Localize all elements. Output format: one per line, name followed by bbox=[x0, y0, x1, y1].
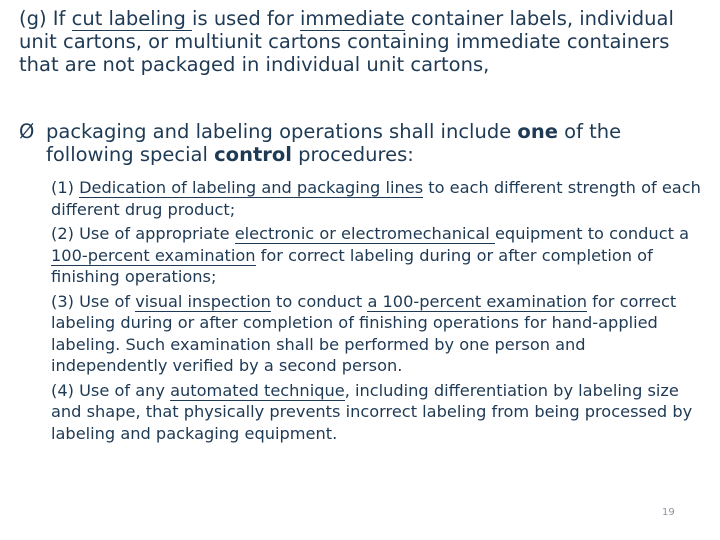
item-text: (1) bbox=[51, 178, 80, 197]
page-number: 19 bbox=[662, 507, 675, 518]
item-text: equipment to conduct a bbox=[494, 224, 690, 243]
bullet-bold-control: control bbox=[214, 143, 292, 166]
procedure-item-1 bbox=[51, 177, 701, 220]
bullet-text-1: packaging and labeling operations shall include bbox=[46, 120, 518, 143]
procedure-item-3 bbox=[51, 291, 701, 377]
item-text: for correct labeling during or after completion of finishing operations for hand-applied labeling. Such examination shall be performed by one person and independently verified by a second person. bbox=[51, 291, 677, 375]
bullet-text-3: procedures: bbox=[291, 143, 414, 166]
item-text: to each different strength of each different drug product; bbox=[51, 178, 701, 219]
item-text: (4) Use of any bbox=[51, 380, 171, 400]
item-text: (2) Use of appropriate bbox=[51, 224, 235, 243]
item-underlined: electronic or electromechanical bbox=[234, 224, 495, 243]
bullet-bold-one: one bbox=[517, 120, 558, 143]
intro-text-1: (g) If bbox=[19, 7, 72, 30]
procedure-list bbox=[51, 177, 701, 447]
item-text: to conduct bbox=[270, 291, 368, 311]
item-underlined: automated technique bbox=[170, 380, 345, 400]
bullet-text-2: of the following special bbox=[46, 120, 622, 166]
item-underlined: a 100-percent examination bbox=[367, 291, 588, 311]
item-text: , including differentiation by labeling size and shape, that physically prevents incorrect labeling from being processed by labeling and packaging equipment. bbox=[51, 380, 693, 443]
procedure-item-4 bbox=[51, 380, 701, 445]
bullet-paragraph bbox=[19, 120, 709, 166]
item-underlined: Dedication of labeling and packaging lines bbox=[79, 178, 424, 197]
item-underlined: visual inspection bbox=[135, 291, 271, 311]
procedure-item-2 bbox=[51, 223, 701, 288]
intro-underlined-cut-labeling: cut labeling bbox=[71, 7, 193, 30]
item-text: for correct labeling during or after completion of finishing operations; bbox=[51, 245, 653, 286]
intro-text-2: is used for bbox=[192, 7, 300, 30]
item-underlined: 100-percent examination bbox=[51, 245, 256, 265]
item-text: (3) Use of bbox=[51, 291, 136, 311]
arrow-bullet-icon: Ø bbox=[19, 120, 35, 143]
intro-text-3: container labels, individual unit cartons, or multiunit cartons containing immediate containers that are not packaged in individual unit cartons, bbox=[19, 7, 674, 76]
intro-underlined-immediate: immediate bbox=[299, 7, 405, 30]
intro-paragraph bbox=[19, 7, 709, 76]
